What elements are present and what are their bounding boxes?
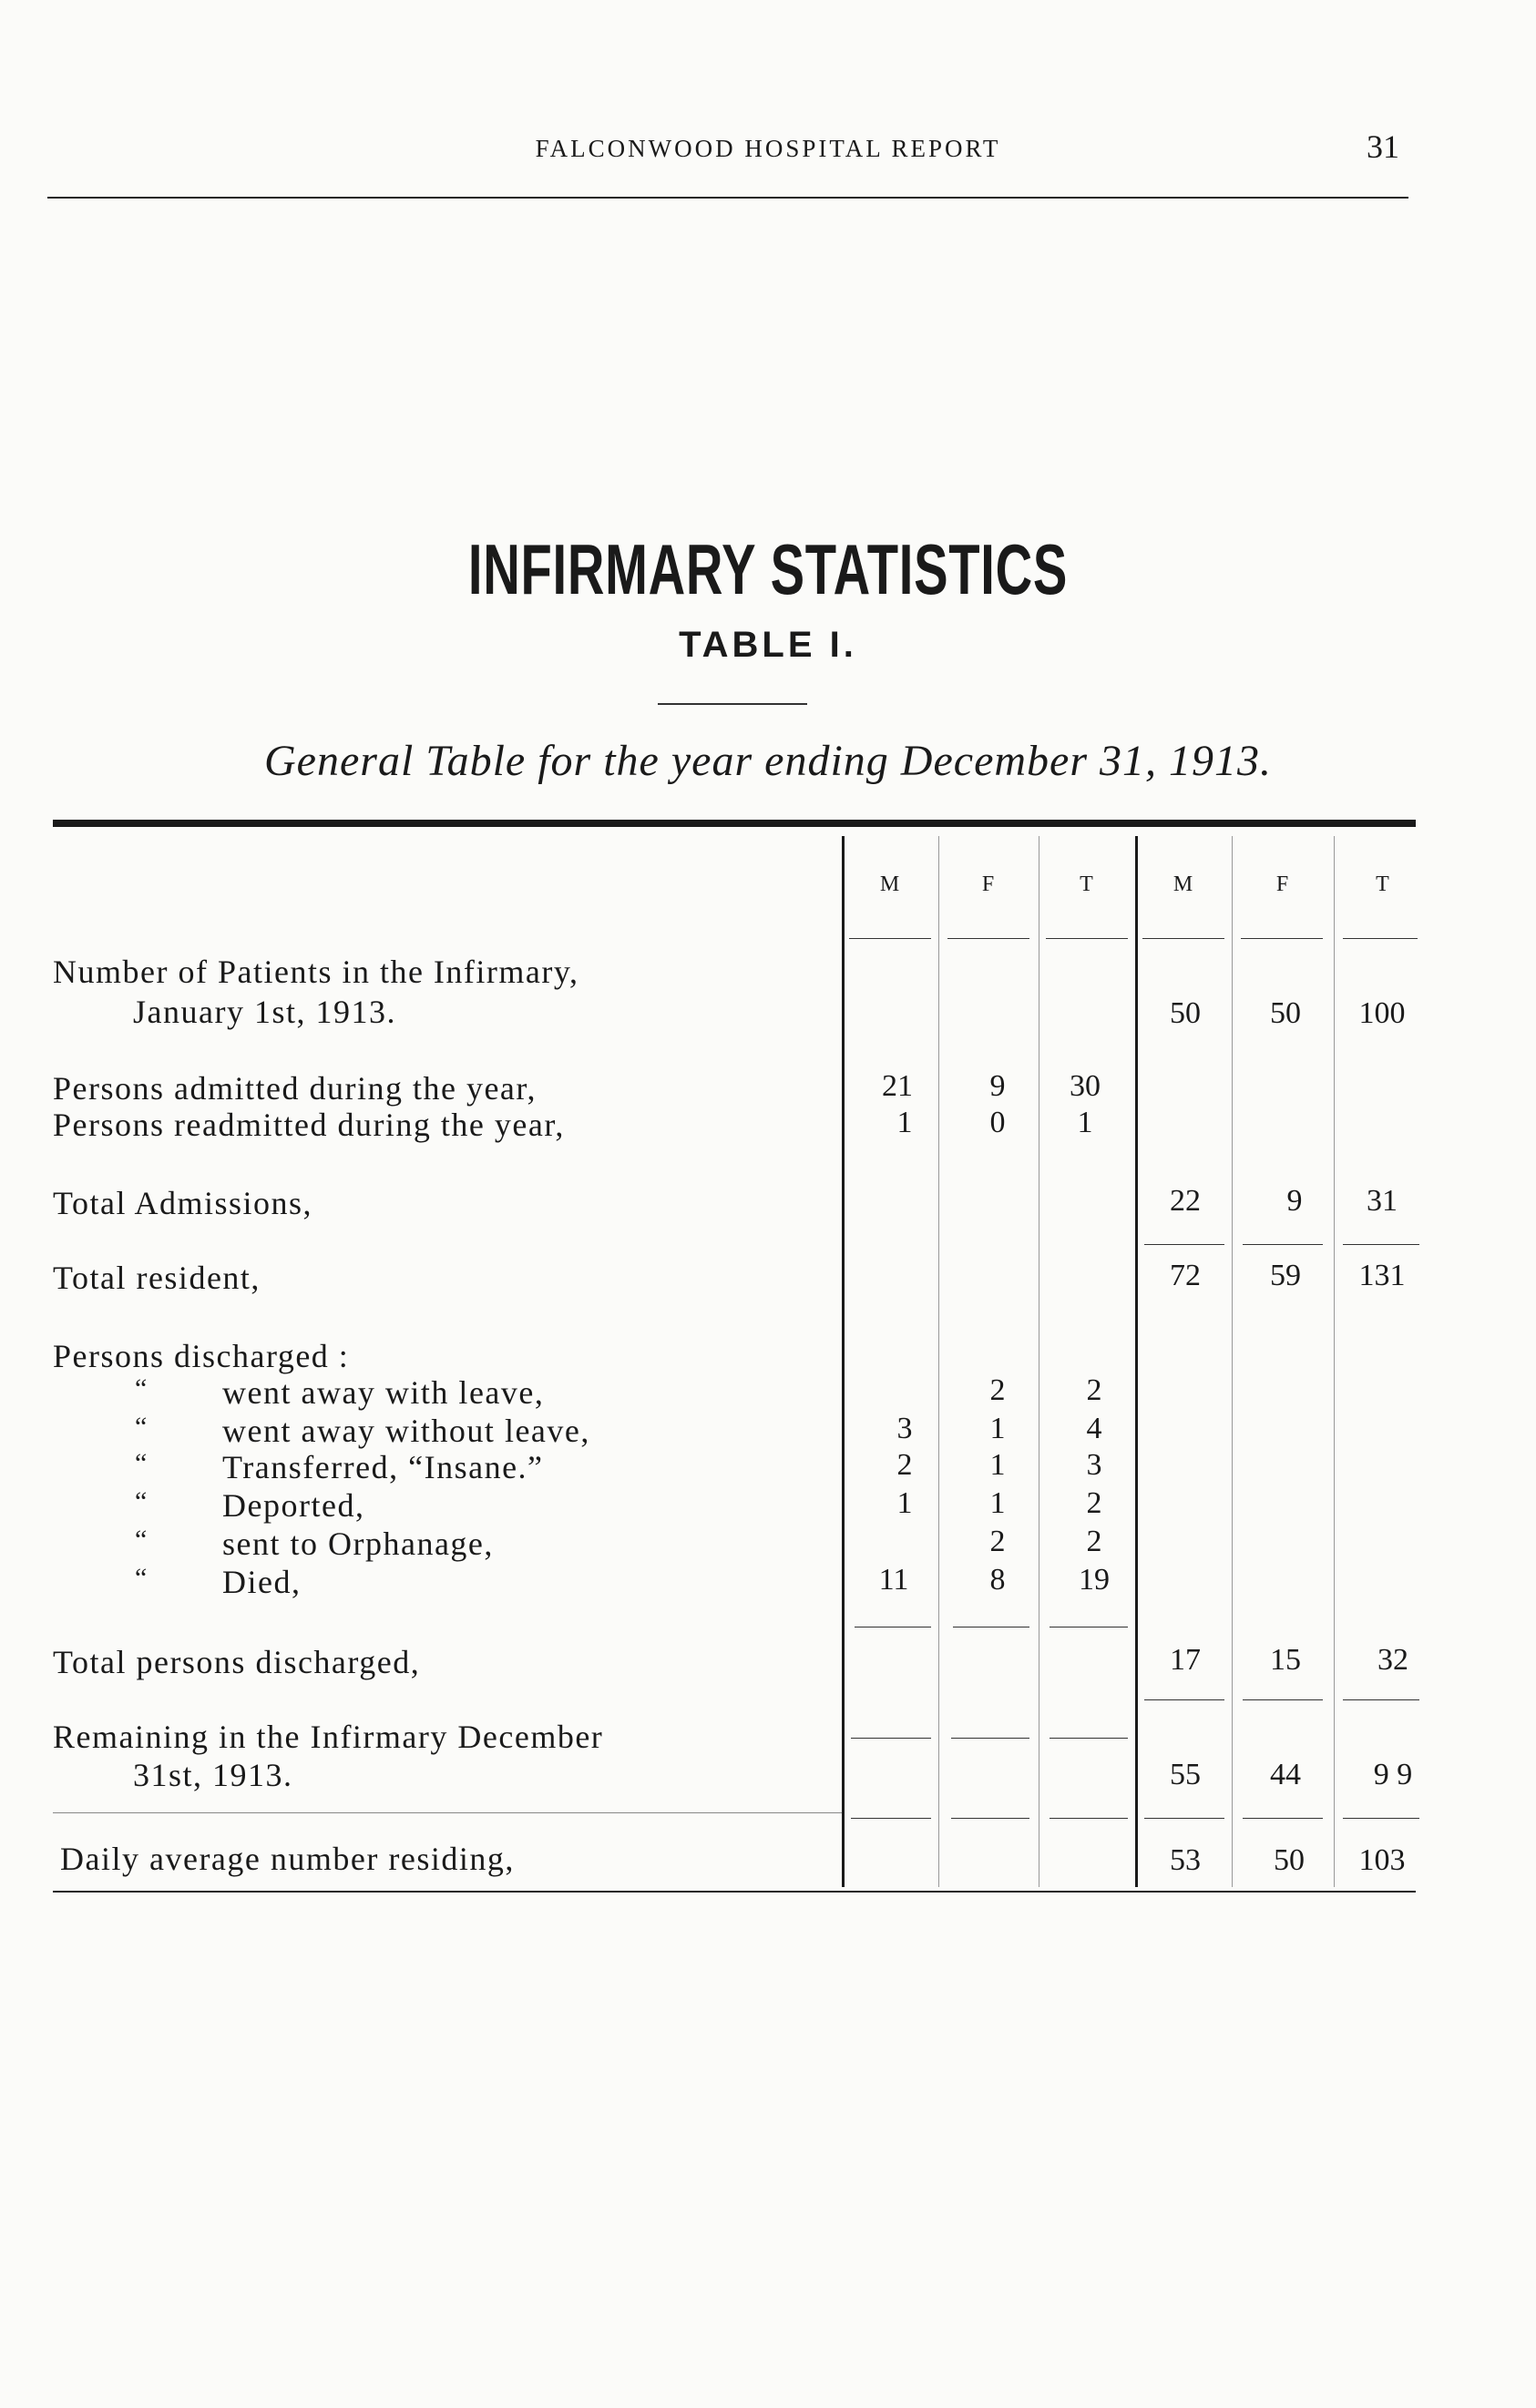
sum-rule-segment — [1243, 1244, 1323, 1245]
header-rule-segment — [1142, 938, 1224, 939]
header-rule-segment — [1046, 938, 1128, 939]
blank-rule-segment — [1050, 1818, 1128, 1819]
cell-jan1-f: 50 — [1270, 996, 1301, 1030]
cell-discharged-f: 8 — [989, 1563, 1006, 1597]
cell-admitted-f: 9 — [989, 1069, 1006, 1103]
header-rule-segment — [947, 938, 1029, 939]
cell-discharged-t: 19 — [1079, 1563, 1110, 1597]
row-label-admitted: Persons admitted during the year, — [53, 1070, 537, 1107]
cell-total-admissions-f: 9 — [1286, 1184, 1303, 1218]
header-rule-segment — [1343, 938, 1418, 939]
row-label-discharged-item: went away without leave, — [222, 1413, 590, 1449]
cell-discharged-f: 2 — [989, 1525, 1006, 1558]
cell-daily-average-m: 53 — [1170, 1843, 1201, 1877]
cell-admitted-t: 30 — [1070, 1069, 1101, 1103]
column-header-left-m: M — [879, 872, 901, 896]
cell-readmitted-f: 0 — [989, 1106, 1006, 1139]
row-label-discharged-item: sent to Orphanage, — [222, 1525, 494, 1562]
row-label-total-resident: Total resident, — [53, 1260, 261, 1296]
ditto-mark: “ — [135, 1412, 148, 1442]
cell-daily-average-f: 50 — [1274, 1843, 1305, 1877]
column-divider-f-t-right — [1334, 836, 1335, 1887]
table-top-rule — [53, 820, 1416, 827]
cell-admitted-m: 21 — [882, 1069, 913, 1103]
sum-rule-segment — [1343, 1818, 1419, 1819]
row-separator — [53, 1812, 842, 1813]
row-label-discharged-item: went away with leave, — [222, 1374, 545, 1411]
column-header-right-t: T — [1376, 872, 1390, 896]
blank-rule-segment — [851, 1818, 931, 1819]
ditto-mark: “ — [135, 1486, 148, 1516]
blank-rule-segment — [851, 1738, 931, 1739]
row-label-total-admissions: Total Admissions, — [53, 1185, 313, 1221]
cell-readmitted-t: 1 — [1077, 1106, 1093, 1139]
page-number: 31 — [1367, 128, 1399, 165]
cell-discharged-f: 1 — [989, 1448, 1006, 1482]
sum-rule-segment — [1144, 1699, 1224, 1700]
column-header-left-t: T — [1080, 872, 1094, 896]
row-label-remaining-line2: 31st, 1913. — [133, 1757, 293, 1793]
cell-discharged-m: 3 — [896, 1412, 913, 1445]
sum-rule-segment — [1343, 1244, 1419, 1245]
cell-discharged-m: 2 — [896, 1448, 913, 1482]
table-caption: General Table for the year ending December 31, 1913. — [263, 737, 1273, 785]
row-label-jan1-line1: Number of Patients in the Infirmary, — [53, 954, 579, 990]
sum-rule-segment — [1144, 1818, 1224, 1819]
column-divider-left-right — [1135, 836, 1138, 1887]
cell-jan1-t: 100 — [1358, 996, 1406, 1030]
table-bottom-rule — [53, 1891, 1416, 1893]
sum-rule-segment — [1243, 1699, 1323, 1700]
ditto-mark: “ — [135, 1373, 148, 1403]
cell-discharged-t: 4 — [1086, 1412, 1102, 1445]
row-label-readmitted: Persons readmitted during the year, — [53, 1107, 565, 1143]
cell-readmitted-m: 1 — [896, 1106, 913, 1139]
column-divider-label-left — [842, 836, 845, 1887]
cell-discharged-t: 2 — [1086, 1525, 1102, 1558]
row-label-discharged-heading: Persons discharged : — [53, 1338, 350, 1374]
title-divider — [658, 703, 807, 705]
cell-discharged-t: 3 — [1086, 1448, 1102, 1482]
column-header-right-f: F — [1275, 872, 1290, 896]
cell-discharged-t: 2 — [1086, 1373, 1102, 1407]
column-header-right-m: M — [1172, 872, 1194, 896]
cell-total-resident-f: 59 — [1270, 1259, 1301, 1292]
cell-total-resident-t: 131 — [1358, 1259, 1406, 1292]
header-rule — [47, 197, 1408, 199]
column-divider-m-f-right — [1232, 836, 1233, 1887]
row-label-remaining-line1: Remaining in the Infirmary December — [53, 1719, 604, 1755]
row-label-jan1-line2: January 1st, 1913. — [133, 994, 396, 1030]
cell-total-resident-m: 72 — [1170, 1259, 1201, 1292]
row-label-daily-average: Daily average number residing, — [60, 1841, 515, 1877]
cell-total-admissions-m: 22 — [1170, 1184, 1201, 1218]
blank-rule-segment — [951, 1738, 1029, 1739]
cell-jan1-m: 50 — [1170, 996, 1201, 1030]
cell-total-discharged-t: 32 — [1377, 1643, 1408, 1677]
sum-rule-segment — [1243, 1818, 1323, 1819]
cell-discharged-m: 1 — [896, 1486, 913, 1520]
table-number: TABLE I. — [679, 625, 857, 665]
cell-discharged-f: 1 — [989, 1412, 1006, 1445]
column-divider-m-f-left — [938, 836, 939, 1887]
cell-discharged-f: 2 — [989, 1373, 1006, 1407]
blank-rule-segment — [951, 1818, 1029, 1819]
cell-total-admissions-t: 31 — [1367, 1184, 1398, 1218]
cell-discharged-f: 1 — [989, 1486, 1006, 1520]
cell-remaining-m: 55 — [1170, 1758, 1201, 1791]
header-rule-segment — [1241, 938, 1323, 939]
cell-discharged-m: 11 — [878, 1563, 909, 1597]
cell-remaining-f: 44 — [1270, 1758, 1301, 1791]
running-title: FALCONWOOD HOSPITAL REPORT — [535, 135, 1001, 162]
ditto-mark: “ — [135, 1448, 148, 1478]
row-label-discharged-item: Died, — [222, 1564, 302, 1600]
column-header-left-f: F — [981, 872, 996, 896]
header-rule-segment — [849, 938, 931, 939]
ditto-mark: “ — [135, 1563, 148, 1593]
row-label-discharged-item: Deported, — [222, 1487, 365, 1524]
cell-daily-average-t: 103 — [1358, 1843, 1406, 1877]
row-label-total-discharged: Total persons discharged, — [53, 1644, 421, 1680]
cell-discharged-t: 2 — [1086, 1486, 1102, 1520]
sum-rule-segment — [1343, 1699, 1419, 1700]
blank-rule-segment — [1050, 1738, 1128, 1739]
sum-rule-segment — [1144, 1244, 1224, 1245]
page-title: INFIRMARY STATISTICS — [467, 529, 1069, 609]
row-label-discharged-item: Transferred, “Insane.” — [222, 1449, 544, 1485]
cell-remaining-t: 9 9 — [1373, 1758, 1413, 1791]
ditto-mark: “ — [135, 1525, 148, 1555]
cell-total-discharged-m: 17 — [1170, 1643, 1201, 1677]
cell-total-discharged-f: 15 — [1270, 1643, 1301, 1677]
